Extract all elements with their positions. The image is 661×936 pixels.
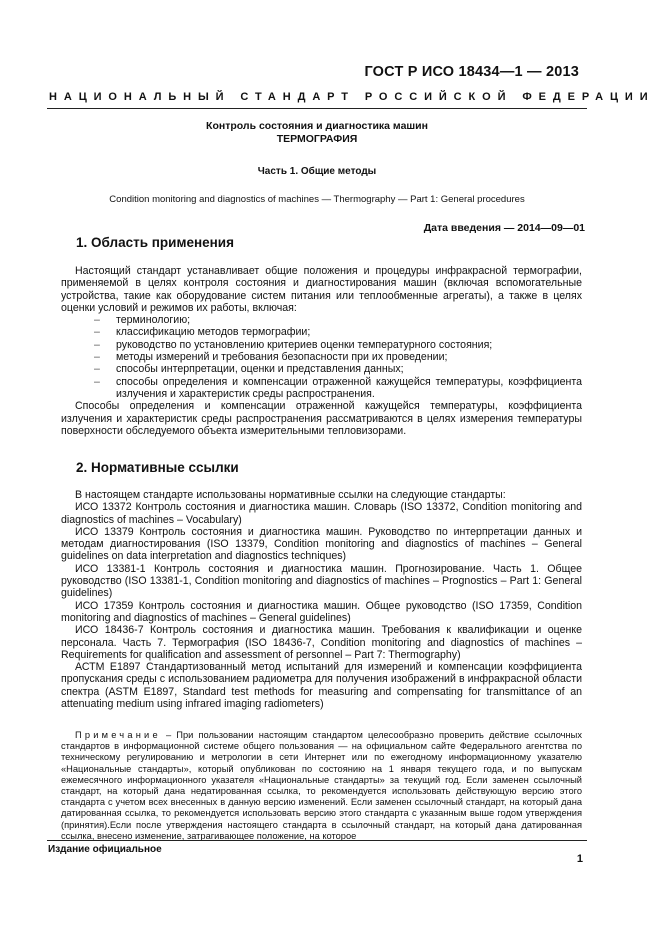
reference-item: ИСО 18436-7 Контроль состояния и диагностика машин. Требования к квалификации и оценке персонала. Часть 7. Термография (ISO 18436-7, Condition monitoring and diagnostics of machines – Requirements for qualification and assessment of personnel – Part 7: Thermography) [61, 624, 582, 661]
list-item: – методы измерений и требования безопасности при их проведении; [61, 351, 582, 363]
section-1-heading: 1. Область применения [76, 235, 234, 250]
title-thermography: ТЕРМОГРАФИЯ [276, 133, 358, 145]
edition-label: Издание официальное [48, 844, 162, 855]
list-item: – способы определения и компенсации отраженной кажущейся температуры, коэффициента излучения и характеристик среды распространения. [61, 376, 582, 401]
reference-item: ИСО 13381-1 Контроль состояния и диагностика машин. Прогнозирование. Часть 1. Общее руководство (ISO 13381-1, Condition monitoring and diagnostics of machines – Prognostics – Part 1: General guidelines) [61, 562, 582, 600]
scope-paragraph-2: Способы определения и компенсации отраженной кажущейся температуры, коэффициента излучения и характеристик среды распространения рассматриваются в целях измерения температуры поверхности обследуемого объекта измерительными тепловизорами. [61, 400, 582, 437]
list-item: – способы интерпретации, оценки и представления данных; [61, 363, 582, 375]
reference-item: ИСО 13372 Контроль состояния и диагностика машин. Словарь (ISO 13372, Condition monitoring and diagnostics of machines – Vocabulary) [61, 501, 582, 526]
standard-banner: НАЦИОНАЛЬНЫЙ СТАНДАРТ РОССИЙСКОЙ ФЕДЕРАЦИИ [49, 91, 655, 103]
section-1-body [61, 265, 582, 437]
footer-rule [47, 840, 587, 841]
note-text: – При пользовании настоящим стандартом целесообразно проверить действие ссылочных стандартов в информационной системе общего пользования — на официальном сайте Федерального агентства по техническому регулированию и метрологии в сети Интернет или по ежегодному информационному указателю «Национальные стандарты», который опубликован по состоянию на 1 января текущего года, и по выпускам ежемесячного информационного указателя «Национальные стандарты» за текущий год. Если заменен ссылочный стандарт, на который дана недатированная ссылка, то рекомендуется использовать действующую версию этого стандарта с учетом всех внесенных в данную версию изменений. Если заменен ссылочный стандарт, на который дана датированная ссылка, то рекомендуется использовать версию этого стандарта с указанным выше годом утверждения (принятия).Если после утверждения настоящего стандарта в ссылочный стандарт, на который дана датированная ссылка, внесено изменение, затрагивающее положение, на которое [61, 730, 582, 841]
section-2-body [61, 489, 582, 710]
section-2-heading: 2. Нормативные ссылки [76, 460, 239, 475]
scope-list [61, 314, 582, 400]
title-english: Condition monitoring and diagnostics of machines — Thermography — Part 1: General procedures [109, 194, 525, 205]
title-russian: Контроль состояния и диагностика машин [206, 120, 428, 132]
title-block [47, 120, 587, 205]
note-block [61, 730, 582, 842]
note-label: Примечание [75, 730, 161, 740]
gost-number: ГОСТ Р ИСО 18434—1 — 2013 [364, 64, 579, 80]
references-intro: В настоящем стандарте использованы нормативные ссылки на следующие стандарты: [75, 489, 506, 501]
header-rule [47, 108, 587, 109]
list-item: – руководство по установлению критериев оценки температурного состояния; [61, 339, 582, 351]
part-title: Часть 1. Общие методы [257, 166, 377, 177]
reference-item: ИСО 17359 Контроль состояния и диагностика машин. Общее руководство (ISO 17359, Condition monitoring and diagnostics of machines – General guidelines) [61, 599, 582, 624]
note-paragraph [61, 730, 582, 842]
list-item: – классификацию методов термографии; [61, 326, 582, 338]
reference-item: АСТМ Е1897 Стандартизованный метод испытаний для измерений и компенсации коэффициента пропускания среды с использованием радиометра для получения изображений в инфракрасной области спектра (ASTM E1897, Standard test methods for measuring and compensating for transmittance of an attenuating medium using infrared imaging radiometers) [61, 661, 582, 711]
page-number: 1 [576, 853, 583, 865]
reference-item: ИСО 13379 Контроль состояния и диагностика машин. Руководство по интерпретации данных и методам диагностирования (ISO 13379, Condition monitoring and diagnostics of machines – General guidelines on data interpretation and diagnostics techniques) [61, 525, 582, 563]
introduction-date: Дата введения — 2014—09—01 [423, 222, 585, 234]
scope-paragraph: Настоящий стандарт устанавливает общие положения и процедуры инфракрасной термографии, применяемой в целях контроля состояния и диагностирования машин (включая вспомогательные устройства, такие как оборудование систем питания или теплообменные агрегаты), а также в целях оценки условий и режимов их работы, включая: [61, 265, 582, 314]
list-item: – терминологию; [61, 314, 582, 326]
